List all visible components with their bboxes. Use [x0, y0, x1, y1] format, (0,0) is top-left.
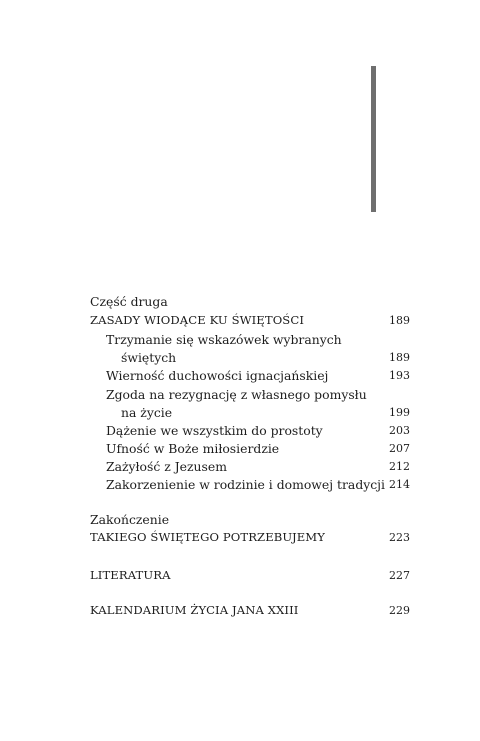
- part-label: Część druga: [90, 294, 168, 309]
- part-label-row: [90, 292, 410, 311]
- part-title: ZASADY WIODĄCE KU ŚWIĘTOŚCI: [90, 313, 305, 327]
- page-number: 227: [389, 569, 410, 582]
- page-number: 203: [389, 424, 410, 437]
- chapter-title: Trzymanie się wskazówek wybranych: [106, 332, 342, 347]
- toc-entry-chapter-1: [90, 330, 410, 349]
- toc-entry-calendar: [90, 601, 410, 620]
- toc-entry-chapter-3-continuation: [90, 403, 410, 422]
- toc-entry-chapter-4: [90, 421, 410, 440]
- page-number: 214: [389, 478, 410, 491]
- conclusion-label-row: [90, 510, 410, 529]
- toc-entry-chapter-6: [90, 457, 410, 476]
- chapter-title-continuation: świętych: [121, 350, 177, 365]
- page-number: 199: [389, 406, 410, 419]
- page-number: 229: [389, 604, 410, 617]
- page-number: 189: [389, 314, 410, 327]
- chapter-title: Wierność duchowości ignacjańskiej: [106, 368, 329, 383]
- conclusion-label: Zakończenie: [90, 512, 170, 527]
- page-number: 193: [389, 369, 410, 382]
- toc-entry-literature: [90, 566, 410, 585]
- toc-entry-chapter-7: [90, 475, 410, 494]
- toc-entry-conclusion: [90, 528, 410, 547]
- page-number: 223: [389, 531, 410, 544]
- chapter-title: Zakorzenienie w rodzinie i domowej tradycji: [106, 477, 385, 492]
- toc-entry-chapter-2: [90, 366, 410, 385]
- literature-title: LITERATURA: [90, 568, 171, 582]
- chapter-title-continuation: na życie: [121, 405, 173, 420]
- chapter-title: Ufność w Boże miłosierdzie: [106, 441, 280, 456]
- chapter-title: Zażyłość z Jezusem: [106, 459, 227, 474]
- toc-entry-chapter-5: [90, 439, 410, 458]
- toc-entry-chapter-3: [90, 385, 410, 404]
- conclusion-title: TAKIEGO ŚWIĘTEGO POTRZEBUJEMY: [90, 530, 325, 544]
- margin-bar: [371, 66, 376, 212]
- calendar-title: KALENDARIUM ŻYCIA JANA XXIII: [90, 603, 299, 617]
- toc-entry-chapter-1-continuation: [90, 348, 410, 367]
- chapter-title: Zgoda na rezygnację z własnego pomysłu: [106, 387, 367, 402]
- toc-entry-part-title: [90, 311, 410, 330]
- chapter-title: Dążenie we wszystkim do prostoty: [106, 423, 323, 438]
- page-number: 207: [389, 442, 410, 455]
- page-number: 212: [389, 460, 410, 473]
- page-number: 189: [389, 351, 410, 364]
